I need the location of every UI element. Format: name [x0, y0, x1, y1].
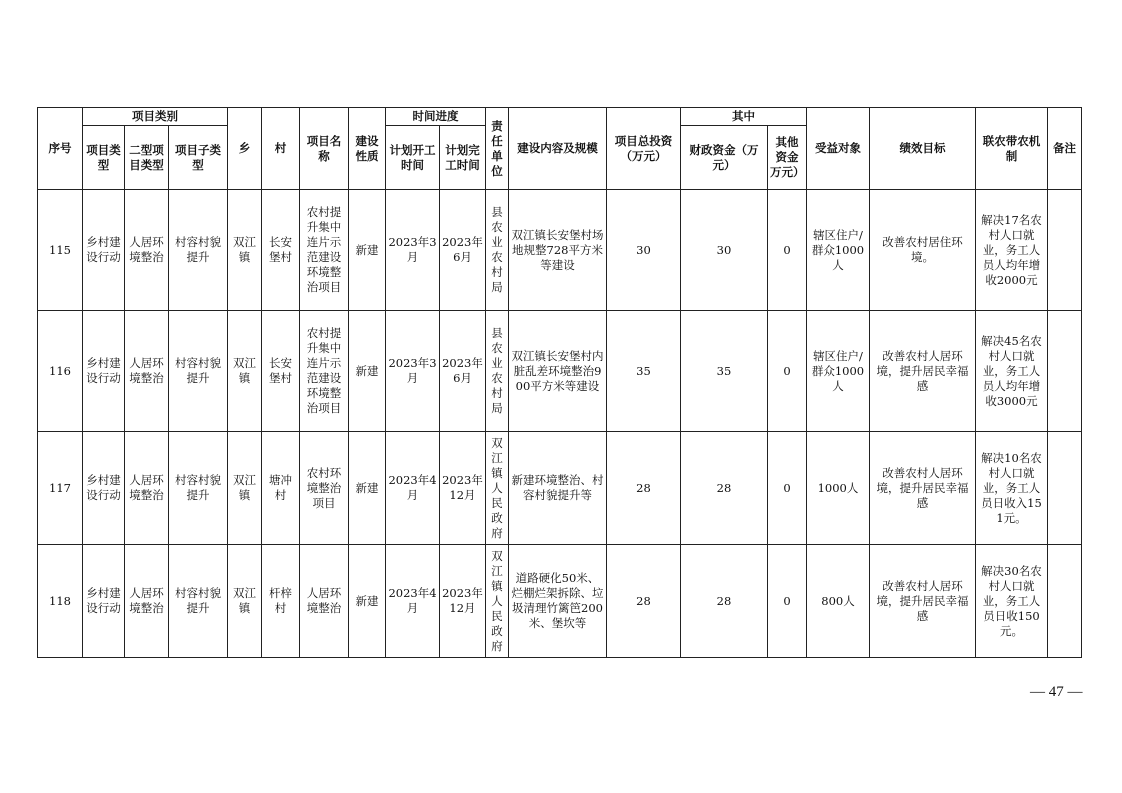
cell-construction-nature: 新建	[349, 190, 386, 311]
cell-township: 双江镇	[228, 311, 262, 432]
header-seq: 序号	[38, 108, 83, 190]
cell-other-funds: 0	[768, 190, 807, 311]
cell-fiscal-funds: 28	[681, 432, 768, 545]
cell-fiscal-funds: 28	[681, 545, 768, 658]
cell-other-funds: 0	[768, 311, 807, 432]
cell-project-name: 人居环境整治	[300, 545, 349, 658]
cell-performance-goal: 改善农村人居环境，提升居民幸福感	[870, 432, 976, 545]
cell-project-name: 农村提升集中连片示范建设环境整治项目	[300, 311, 349, 432]
header-performance-goal: 绩效目标	[870, 108, 976, 190]
cell-secondary-type: 人居环境整治	[125, 190, 169, 311]
cell-secondary-type: 人居环境整治	[125, 311, 169, 432]
table-row	[38, 432, 1082, 545]
header-project-name: 项目名称	[300, 108, 349, 190]
cell-responsible-unit: 双江镇人民政府	[486, 545, 509, 658]
header-beneficiaries: 受益对象	[807, 108, 870, 190]
cell-planned-end: 2023年6月	[440, 311, 486, 432]
header-other-funds: 其他资金万元）	[768, 126, 807, 190]
cell-seq: 116	[38, 311, 83, 432]
header-farmer-link: 联农带农机制	[976, 108, 1048, 190]
header-remarks: 备注	[1048, 108, 1082, 190]
cell-sub-type: 村容村貌提升	[169, 432, 228, 545]
header-construction-nature: 建设性质	[349, 108, 386, 190]
cell-other-funds: 0	[768, 545, 807, 658]
cell-planned-start: 2023年3月	[386, 190, 440, 311]
header-secondary-type: 二型项目类型	[125, 126, 169, 190]
cell-total-investment: 35	[607, 311, 681, 432]
cell-project-name: 农村环境整治项目	[300, 432, 349, 545]
cell-sub-type: 村容村貌提升	[169, 190, 228, 311]
cell-construction-nature: 新建	[349, 545, 386, 658]
table-row	[38, 545, 1082, 658]
cell-beneficiaries: 辖区住户/群众1000人	[807, 190, 870, 311]
header-total-investment: 项目总投资（万元）	[607, 108, 681, 190]
cell-farmer-link: 解决30名农村人口就业，务工人员日收150元。	[976, 545, 1048, 658]
cell-fiscal-funds: 35	[681, 311, 768, 432]
cell-performance-goal: 改善农村人居环境，提升居民幸福感	[870, 311, 976, 432]
cell-village: 塘冲村	[262, 432, 300, 545]
cell-total-investment: 30	[607, 190, 681, 311]
cell-project-type: 乡村建设行动	[83, 545, 125, 658]
cell-remarks	[1048, 432, 1082, 545]
page-number: — 47 —	[1030, 684, 1083, 700]
header-progress-group: 时间进度	[386, 108, 486, 126]
cell-total-investment: 28	[607, 432, 681, 545]
cell-planned-start: 2023年4月	[386, 545, 440, 658]
header-responsible-unit: 责任单位	[486, 108, 509, 190]
header-category-group: 项目类别	[83, 108, 228, 126]
table-row	[38, 311, 1082, 432]
cell-secondary-type: 人居环境整治	[125, 545, 169, 658]
table-row	[38, 190, 1082, 311]
header-project-type: 项目类型	[83, 126, 125, 190]
cell-remarks	[1048, 545, 1082, 658]
cell-content-scale: 新建环境整治、村容村貌提升等	[509, 432, 607, 545]
header-planned-start: 计划开工时间	[386, 126, 440, 190]
header-village: 村	[262, 108, 300, 190]
header-of-which-group: 其中	[681, 108, 807, 126]
header-content-scale: 建设内容及规模	[509, 108, 607, 190]
cell-planned-end: 2023年6月	[440, 190, 486, 311]
cell-seq: 117	[38, 432, 83, 545]
header-planned-end: 计划完工时间	[440, 126, 486, 190]
cell-village: 杆梓村	[262, 545, 300, 658]
cell-project-type: 乡村建设行动	[83, 190, 125, 311]
cell-responsible-unit: 县农业农村局	[486, 190, 509, 311]
cell-planned-end: 2023年12月	[440, 432, 486, 545]
cell-responsible-unit: 县农业农村局	[486, 311, 509, 432]
cell-farmer-link: 解决45名农村人口就业，务工人员人均年增收3000元	[976, 311, 1048, 432]
cell-project-type: 乡村建设行动	[83, 311, 125, 432]
header-township: 乡	[228, 108, 262, 190]
cell-sub-type: 村容村貌提升	[169, 311, 228, 432]
cell-secondary-type: 人居环境整治	[125, 432, 169, 545]
cell-content-scale: 双江镇长安堡村内脏乱差环境整治900平方米等建设	[509, 311, 607, 432]
cell-beneficiaries: 800人	[807, 545, 870, 658]
cell-construction-nature: 新建	[349, 432, 386, 545]
cell-project-name: 农村提升集中连片示范建设环境整治项目	[300, 190, 349, 311]
project-table	[37, 107, 1082, 658]
cell-construction-nature: 新建	[349, 311, 386, 432]
cell-content-scale: 道路硬化50米、烂棚烂架拆除、垃圾清理竹篱笆200米、堡坎等	[509, 545, 607, 658]
cell-responsible-unit: 双江镇人民政府	[486, 432, 509, 545]
header-fiscal-funds: 财政资金（万元）	[681, 126, 768, 190]
cell-township: 双江镇	[228, 190, 262, 311]
cell-performance-goal: 改善农村居住环境。	[870, 190, 976, 311]
cell-content-scale: 双江镇长安堡村场地规整728平方米等建设	[509, 190, 607, 311]
cell-planned-end: 2023年12月	[440, 545, 486, 658]
cell-township: 双江镇	[228, 432, 262, 545]
header-sub-type: 项目子类型	[169, 126, 228, 190]
cell-total-investment: 28	[607, 545, 681, 658]
cell-seq: 118	[38, 545, 83, 658]
cell-beneficiaries: 辖区住户/群众1000人	[807, 311, 870, 432]
cell-fiscal-funds: 30	[681, 190, 768, 311]
cell-remarks	[1048, 311, 1082, 432]
cell-planned-start: 2023年3月	[386, 311, 440, 432]
cell-remarks	[1048, 190, 1082, 311]
cell-farmer-link: 解决17名农村人口就业，务工人员人均年增收2000元	[976, 190, 1048, 311]
cell-other-funds: 0	[768, 432, 807, 545]
cell-sub-type: 村容村貌提升	[169, 545, 228, 658]
cell-township: 双江镇	[228, 545, 262, 658]
cell-village: 长安堡村	[262, 311, 300, 432]
cell-beneficiaries: 1000人	[807, 432, 870, 545]
cell-farmer-link: 解决10名农村人口就业，务工人员日收入151元。	[976, 432, 1048, 545]
cell-planned-start: 2023年4月	[386, 432, 440, 545]
cell-performance-goal: 改善农村人居环境，提升居民幸福感	[870, 545, 976, 658]
cell-project-type: 乡村建设行动	[83, 432, 125, 545]
cell-village: 长安堡村	[262, 190, 300, 311]
cell-seq: 115	[38, 190, 83, 311]
